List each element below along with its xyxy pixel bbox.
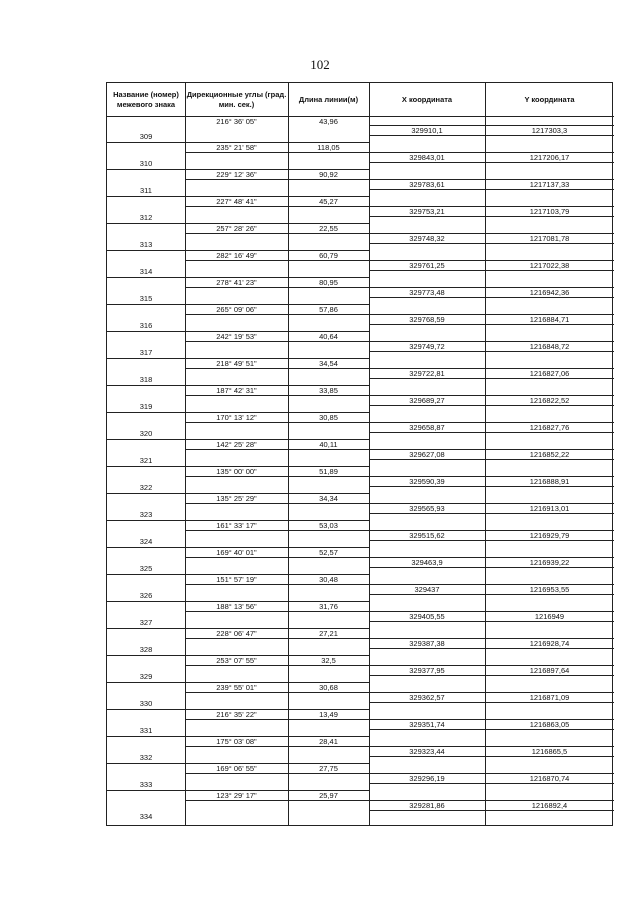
row-rule bbox=[369, 422, 614, 423]
point-name: 313 bbox=[139, 240, 153, 249]
row-rule bbox=[369, 449, 614, 450]
length-value: 60,79 bbox=[319, 251, 338, 260]
row-rule bbox=[185, 314, 369, 315]
point-name: 320 bbox=[139, 429, 153, 438]
y-coordinate-value: 1216848,72 bbox=[529, 342, 570, 351]
row-rule bbox=[185, 746, 369, 747]
angle-value: 135° 25' 29" bbox=[216, 494, 257, 503]
row-rule bbox=[185, 358, 369, 359]
length-value: 31,76 bbox=[319, 602, 338, 611]
length-value: 43,96 bbox=[319, 117, 338, 126]
row-rule bbox=[107, 574, 185, 575]
length-value: 118,05 bbox=[317, 143, 340, 152]
row-rule bbox=[369, 621, 614, 622]
angle-value: 123° 29' 17" bbox=[216, 791, 257, 800]
x-coordinate-value: 329281,86 bbox=[409, 801, 445, 810]
y-coordinate-value: 1216884,71 bbox=[529, 315, 570, 324]
angle-value: 282° 16' 49" bbox=[216, 251, 257, 260]
row-rule bbox=[185, 530, 369, 531]
row-rule bbox=[369, 584, 614, 585]
row-rule bbox=[369, 810, 614, 811]
point-name: 309 bbox=[139, 132, 153, 141]
x-coordinate-value: 329627,08 bbox=[409, 450, 445, 459]
row-rule bbox=[185, 800, 369, 801]
length-value: 51,89 bbox=[319, 467, 338, 476]
x-coordinate-value: 329515,62 bbox=[409, 531, 445, 540]
point-name: 318 bbox=[139, 375, 153, 384]
point-name: 324 bbox=[139, 537, 153, 546]
point-name: 321 bbox=[139, 456, 153, 465]
row-rule bbox=[107, 169, 185, 170]
angle-value: 161° 33' 17" bbox=[216, 521, 257, 530]
point-name: 326 bbox=[139, 591, 153, 600]
row-rule bbox=[185, 790, 369, 791]
row-rule bbox=[369, 476, 614, 477]
row-rule bbox=[369, 746, 614, 747]
row-rule bbox=[185, 277, 369, 278]
point-name: 317 bbox=[139, 348, 153, 357]
row-rule bbox=[369, 125, 614, 126]
row-rule bbox=[185, 476, 369, 477]
row-rule bbox=[185, 611, 369, 612]
row-rule bbox=[369, 162, 614, 163]
row-rule bbox=[369, 152, 614, 153]
row-rule bbox=[107, 520, 185, 521]
row-rule bbox=[369, 341, 614, 342]
y-coordinate-value: 1216865,5 bbox=[531, 747, 568, 756]
point-name: 314 bbox=[139, 267, 153, 276]
length-value: 33,85 bbox=[319, 386, 338, 395]
row-rule bbox=[185, 520, 369, 521]
x-coordinate-value: 329437 bbox=[414, 585, 440, 594]
row-rule bbox=[185, 368, 369, 369]
length-value: 30,68 bbox=[319, 683, 338, 692]
point-name: 329 bbox=[139, 672, 153, 681]
x-coordinate-value: 329722,81 bbox=[409, 369, 445, 378]
row-rule bbox=[107, 682, 185, 683]
point-name: 310 bbox=[139, 159, 153, 168]
y-coordinate-value: 1216822,52 bbox=[529, 396, 570, 405]
y-coordinate-value: 1216939,22 bbox=[529, 558, 570, 567]
y-coordinate-value: 1217103,79 bbox=[529, 207, 570, 216]
row-rule bbox=[185, 287, 369, 288]
row-rule bbox=[185, 260, 369, 261]
row-rule bbox=[107, 250, 185, 251]
row-rule bbox=[369, 459, 614, 460]
row-rule bbox=[185, 493, 369, 494]
row-rule bbox=[369, 432, 614, 433]
angle-value: 278° 41' 23" bbox=[216, 278, 257, 287]
row-rule bbox=[369, 756, 614, 757]
row-rule bbox=[185, 341, 369, 342]
row-rule bbox=[185, 395, 369, 396]
angle-value: 170° 13' 12" bbox=[216, 413, 257, 422]
y-coordinate-value: 1216870,74 bbox=[529, 774, 570, 783]
angle-value: 151° 57' 19" bbox=[216, 575, 257, 584]
angle-value: 188° 13' 56" bbox=[216, 602, 257, 611]
row-rule bbox=[369, 260, 614, 261]
length-value: 30,48 bbox=[319, 575, 338, 584]
row-rule bbox=[107, 466, 185, 467]
angle-value: 229° 12' 36" bbox=[216, 170, 257, 179]
length-value: 27,21 bbox=[319, 629, 338, 638]
row-rule bbox=[369, 692, 614, 693]
row-rule bbox=[107, 304, 185, 305]
point-name: 312 bbox=[139, 213, 153, 222]
row-rule bbox=[185, 422, 369, 423]
row-rule bbox=[369, 270, 614, 271]
row-rule bbox=[185, 385, 369, 386]
row-rule bbox=[185, 655, 369, 656]
row-rule bbox=[185, 584, 369, 585]
row-rule bbox=[185, 773, 369, 774]
x-coordinate-value: 329843,01 bbox=[409, 153, 445, 162]
point-name: 332 bbox=[139, 753, 153, 762]
y-coordinate-value: 1217081,78 bbox=[529, 234, 570, 243]
x-coordinate-value: 329768,59 bbox=[409, 315, 445, 324]
row-rule bbox=[369, 503, 614, 504]
point-name: 334 bbox=[139, 812, 153, 821]
row-rule bbox=[185, 196, 369, 197]
angle-value: 175° 03' 08" bbox=[216, 737, 257, 746]
row-rule bbox=[369, 729, 614, 730]
row-rule bbox=[185, 692, 369, 693]
angle-value: 187° 42' 31" bbox=[216, 386, 257, 395]
angle-value: 169° 06' 55" bbox=[216, 764, 257, 773]
page-number: 102 bbox=[310, 57, 330, 72]
x-coordinate-value: 329689,27 bbox=[409, 396, 445, 405]
y-coordinate-value: 1217137,33 bbox=[529, 180, 570, 189]
y-coordinate-value: 1217206,17 bbox=[529, 153, 570, 162]
row-rule bbox=[185, 628, 369, 629]
x-coordinate-value: 329748,32 bbox=[409, 234, 445, 243]
row-rule bbox=[369, 594, 614, 595]
row-rule bbox=[185, 574, 369, 575]
angle-value: 135° 00' 00" bbox=[216, 467, 257, 476]
angle-value: 235° 21' 58" bbox=[216, 143, 257, 152]
row-rule bbox=[369, 486, 614, 487]
length-value: 13,49 bbox=[319, 710, 338, 719]
point-name: 331 bbox=[139, 726, 153, 735]
point-name: 311 bbox=[140, 186, 152, 195]
row-rule bbox=[369, 530, 614, 531]
row-rule bbox=[185, 557, 369, 558]
length-value: 32,5 bbox=[321, 656, 336, 665]
row-rule bbox=[369, 395, 614, 396]
row-rule bbox=[369, 324, 614, 325]
row-rule bbox=[369, 405, 614, 406]
row-rule bbox=[107, 412, 185, 413]
angle-value: 218° 49' 51" bbox=[216, 359, 257, 368]
length-value: 34,54 bbox=[319, 359, 338, 368]
row-rule bbox=[185, 449, 369, 450]
point-name: 322 bbox=[139, 483, 153, 492]
row-rule bbox=[107, 439, 185, 440]
y-coordinate-value: 1216863,05 bbox=[529, 720, 570, 729]
angle-value: 169° 40' 01" bbox=[216, 548, 257, 557]
length-value: 25,97 bbox=[319, 791, 338, 800]
row-rule bbox=[369, 719, 614, 720]
row-rule bbox=[185, 682, 369, 683]
row-rule bbox=[107, 223, 185, 224]
row-rule bbox=[369, 368, 614, 369]
x-coordinate-value: 329362,57 bbox=[409, 693, 445, 702]
row-rule bbox=[369, 567, 614, 568]
x-coordinate-value: 329387,38 bbox=[409, 639, 445, 648]
y-coordinate-value: 1216929,79 bbox=[529, 531, 570, 540]
angle-value: 228° 06' 47" bbox=[216, 629, 257, 638]
y-coordinate-value: 1216913,01 bbox=[529, 504, 570, 513]
row-rule bbox=[369, 557, 614, 558]
row-rule bbox=[369, 783, 614, 784]
length-value: 22,55 bbox=[319, 224, 338, 233]
row-rule bbox=[185, 412, 369, 413]
x-coordinate-value: 329910,1 bbox=[411, 126, 443, 135]
x-coordinate-value: 329783,61 bbox=[409, 180, 445, 189]
row-rule bbox=[369, 179, 614, 180]
row-rule bbox=[107, 601, 185, 602]
y-coordinate-value: 1217022,38 bbox=[529, 261, 570, 270]
angle-value: 216° 35' 22" bbox=[216, 710, 257, 719]
y-coordinate-value: 1216942,36 bbox=[529, 288, 570, 297]
row-rule bbox=[185, 223, 369, 224]
row-rule bbox=[369, 540, 614, 541]
row-rule bbox=[185, 169, 369, 170]
row-rule bbox=[107, 736, 185, 737]
point-name: 323 bbox=[139, 510, 153, 519]
row-rule bbox=[369, 611, 614, 612]
header-length: Длина линии(м) bbox=[298, 94, 359, 104]
x-coordinate-value: 329351,74 bbox=[409, 720, 445, 729]
row-rule bbox=[107, 709, 185, 710]
row-rule bbox=[369, 675, 614, 676]
row-rule bbox=[107, 331, 185, 332]
row-rule bbox=[185, 736, 369, 737]
row-rule bbox=[107, 385, 185, 386]
x-coordinate-value: 329761,25 bbox=[409, 261, 445, 270]
x-coordinate-value: 329590,39 bbox=[409, 477, 445, 486]
row-rule bbox=[369, 773, 614, 774]
row-rule bbox=[185, 233, 369, 234]
row-rule bbox=[107, 196, 185, 197]
row-rule bbox=[185, 763, 369, 764]
row-rule bbox=[107, 547, 185, 548]
x-coordinate-value: 329323,44 bbox=[409, 747, 445, 756]
x-coordinate-value: 329749,72 bbox=[409, 342, 445, 351]
angle-value: 216° 36' 05" bbox=[216, 117, 257, 126]
length-value: 30,85 bbox=[319, 413, 338, 422]
angle-value: 242° 19' 53" bbox=[216, 332, 257, 341]
x-coordinate-value: 329658,87 bbox=[409, 423, 445, 432]
point-name: 325 bbox=[139, 564, 153, 573]
x-coordinate-value: 329773,48 bbox=[409, 288, 445, 297]
row-rule bbox=[369, 648, 614, 649]
y-coordinate-value: 1216888,91 bbox=[529, 477, 570, 486]
angle-value: 265° 09' 06" bbox=[216, 305, 257, 314]
row-rule bbox=[185, 547, 369, 548]
row-rule bbox=[369, 638, 614, 639]
row-rule bbox=[185, 638, 369, 639]
row-rule bbox=[185, 665, 369, 666]
row-rule bbox=[185, 142, 369, 143]
row-rule bbox=[369, 351, 614, 352]
row-rule bbox=[369, 206, 614, 207]
length-value: 40,64 bbox=[319, 332, 338, 341]
point-name: 333 bbox=[139, 780, 153, 789]
length-value: 90,92 bbox=[319, 170, 338, 179]
length-value: 53,03 bbox=[319, 521, 338, 530]
point-name: 315 bbox=[139, 294, 153, 303]
length-value: 57,86 bbox=[319, 305, 338, 314]
row-rule bbox=[369, 665, 614, 666]
header-name: Название (номер) межевого знака bbox=[113, 90, 179, 109]
row-rule bbox=[369, 513, 614, 514]
angle-value: 253° 07' 55" bbox=[216, 656, 257, 665]
row-rule bbox=[369, 287, 614, 288]
angle-value: 239° 55' 01" bbox=[216, 683, 257, 692]
row-rule bbox=[369, 135, 614, 136]
row-rule bbox=[369, 216, 614, 217]
point-name: 319 bbox=[139, 402, 153, 411]
point-name: 316 bbox=[139, 321, 153, 330]
row-rule bbox=[185, 439, 369, 440]
row-rule bbox=[185, 304, 369, 305]
row-rule bbox=[107, 790, 185, 791]
x-coordinate-value: 329377,95 bbox=[409, 666, 445, 675]
row-rule bbox=[107, 655, 185, 656]
y-coordinate-value: 1216949 bbox=[534, 612, 565, 621]
x-coordinate-value: 329405,55 bbox=[409, 612, 445, 621]
row-rule bbox=[185, 152, 369, 153]
x-coordinate-value: 329753,21 bbox=[409, 207, 445, 216]
y-coordinate-value: 1216892,4 bbox=[531, 801, 568, 810]
angle-value: 257° 28' 26" bbox=[216, 224, 257, 233]
angle-value: 227° 48' 41" bbox=[216, 197, 257, 206]
row-rule bbox=[185, 503, 369, 504]
x-coordinate-value: 329463,9 bbox=[411, 558, 443, 567]
length-value: 80,95 bbox=[319, 278, 338, 287]
row-rule bbox=[185, 179, 369, 180]
row-rule bbox=[369, 314, 614, 315]
y-coordinate-value: 1216953,55 bbox=[529, 585, 570, 594]
row-rule bbox=[369, 189, 614, 190]
y-coordinate-value: 1216852,22 bbox=[529, 450, 570, 459]
row-rule bbox=[369, 243, 614, 244]
y-coordinate-value: 1216827,06 bbox=[529, 369, 570, 378]
row-rule bbox=[185, 709, 369, 710]
angle-value: 142° 25' 28" bbox=[216, 440, 257, 449]
y-coordinate-value: 1216897,64 bbox=[529, 666, 570, 675]
point-name: 330 bbox=[139, 699, 153, 708]
row-rule bbox=[107, 763, 185, 764]
header-y: Y координата bbox=[524, 94, 575, 104]
row-rule bbox=[369, 702, 614, 703]
row-rule bbox=[107, 493, 185, 494]
header-x: X координата bbox=[401, 94, 453, 104]
row-rule bbox=[369, 800, 614, 801]
row-rule bbox=[185, 719, 369, 720]
survey-coordinates-table bbox=[106, 82, 613, 826]
row-rule bbox=[107, 277, 185, 278]
row-rule bbox=[369, 233, 614, 234]
row-rule bbox=[185, 206, 369, 207]
row-rule bbox=[185, 466, 369, 467]
y-coordinate-value: 1217303,3 bbox=[531, 126, 568, 135]
row-rule bbox=[185, 331, 369, 332]
row-rule bbox=[369, 297, 614, 298]
row-rule bbox=[107, 142, 185, 143]
y-coordinate-value: 1216871,09 bbox=[529, 693, 570, 702]
y-coordinate-value: 1216928,74 bbox=[529, 639, 570, 648]
point-name: 327 bbox=[139, 618, 153, 627]
row-rule bbox=[107, 628, 185, 629]
header-angle: Дирекционные углы (град. мин. сек.) bbox=[186, 90, 287, 109]
row-rule bbox=[369, 378, 614, 379]
x-coordinate-value: 329565,93 bbox=[409, 504, 445, 513]
y-coordinate-value: 1216827,76 bbox=[529, 423, 570, 432]
row-rule bbox=[185, 601, 369, 602]
row-rule bbox=[107, 358, 185, 359]
x-coordinate-value: 329296,19 bbox=[409, 774, 445, 783]
length-value: 28,41 bbox=[319, 737, 338, 746]
point-name: 328 bbox=[139, 645, 153, 654]
length-value: 40,11 bbox=[319, 440, 338, 449]
length-value: 27,75 bbox=[319, 764, 338, 773]
length-value: 45,27 bbox=[319, 197, 338, 206]
length-value: 34,34 bbox=[319, 494, 338, 503]
row-rule bbox=[185, 250, 369, 251]
length-value: 52,57 bbox=[319, 548, 338, 557]
